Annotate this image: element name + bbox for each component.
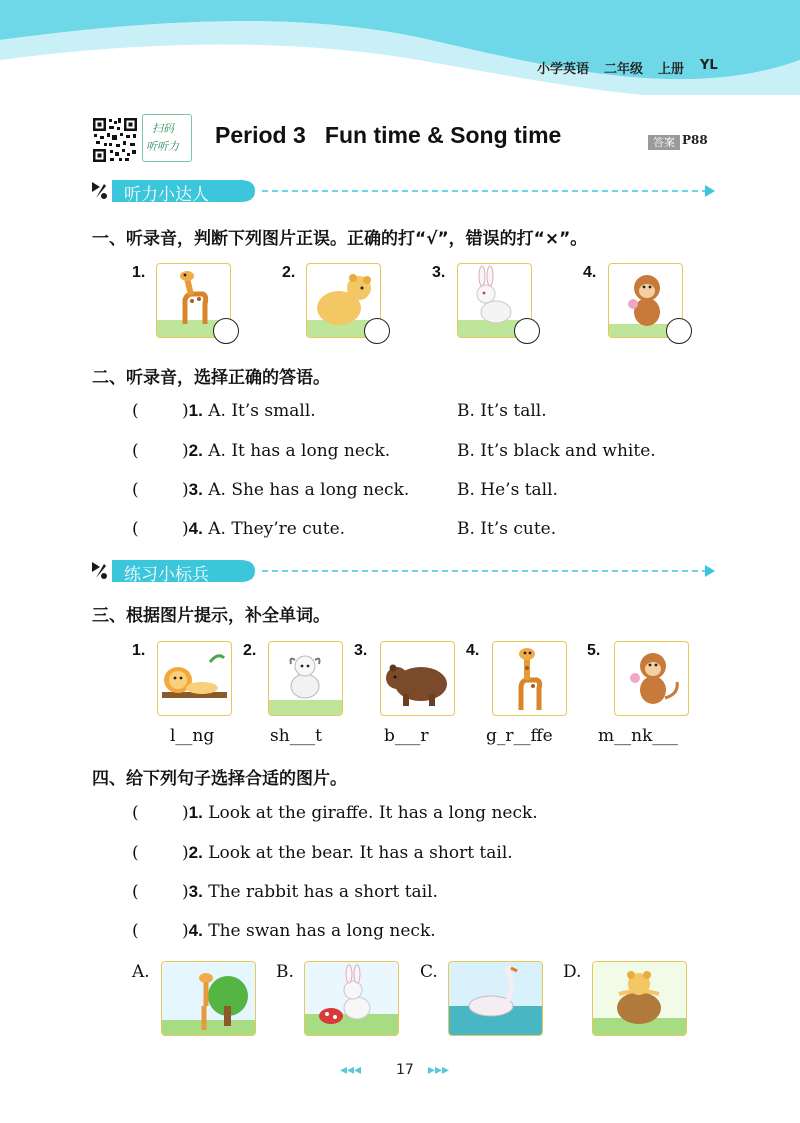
part2-answer-blank-2[interactable]: ( [132,441,139,461]
part2-item2-option-a: A. It has a long neck. [208,441,391,461]
part3-item2-number: 2. [243,642,257,659]
answer-page[interactable]: P88 [682,133,708,147]
part3-item3-number: 3. [354,642,368,659]
part1-item1-number: 1. [132,264,146,281]
part3-item1-number: 1. [132,642,146,659]
part4-item4-number: 4. [188,921,203,940]
header-edition: YL [700,58,718,73]
part2-item2-number: 2. [188,441,203,460]
part2-item1-number: 1. [188,401,203,420]
part3-heading: 三、根据图片提示，补全单词。 [92,606,330,626]
part1-item3-number: 3. [432,264,446,281]
part2-item4-option-b: B. It’s cute. [457,519,557,539]
page-number: 17 [396,1062,414,1078]
part1-item2-number: 2. [282,264,296,281]
part2-item4 [182,519,345,539]
part3-word-4: g_r__ffe [486,726,553,746]
header-grade: 二年级 [604,62,644,77]
part2-answer-blank-4[interactable]: ( [132,519,139,539]
part1-heading: 一、听录音，判断下列图片正误。正确的打“√”，错误的打“×”。 [92,229,588,249]
part3-word-1: l__ng [170,726,215,746]
giraffe-picture-2 [492,641,567,716]
option-b-rabbit-scene[interactable] [304,961,399,1036]
part2-item1-option-b: B. It’s tall. [457,401,547,421]
option-a-giraffe-scene[interactable] [161,961,256,1036]
part2-item3 [182,480,409,500]
part2-item4-close: ) [182,519,189,539]
part2-item3-option-b: B. He’s tall. [457,480,558,500]
part4-item3-close: ) [182,882,189,902]
part3-word-2: sh___t [270,726,323,746]
part4-item1-text: Look at the giraffe. It has a long neck. [208,803,538,823]
part4-answer-blank-4[interactable]: ( [132,921,139,941]
part3-item5-number: 5. [587,642,601,659]
part4-item3-number: 3. [188,882,203,901]
page-title: Period 3 Fun time & Song time [215,122,562,148]
part2-item1-option-a: A. It’s small. [208,401,316,421]
part4-item2 [182,843,513,863]
part4-answer-blank-3[interactable]: ( [132,882,139,902]
part4-item2-close: ) [182,843,189,863]
footer-right-arrows: ▸▸▸ [428,1062,450,1078]
answer-circle-1[interactable] [213,318,239,344]
part4-item1-number: 1. [188,803,203,822]
part4-answer-blank-1[interactable]: ( [132,803,139,823]
part2-answer-blank-1[interactable]: ( [132,401,139,421]
monkey-picture-2 [614,641,689,716]
answer-circle-3[interactable] [514,318,540,344]
part4-item4 [182,921,436,941]
option-c-swan-scene[interactable] [448,961,543,1036]
option-a-letter: A. [132,962,150,982]
part2-item3-number: 3. [188,480,203,499]
part3-word-5: m__nk___ [598,726,678,746]
part2-item2-close: ) [182,441,189,461]
section-title-listening: 听力小达人 [124,185,209,205]
lion-picture [157,641,232,716]
part2-item4-number: 4. [188,519,203,538]
part4-item4-text: The swan has a long neck. [208,921,436,941]
part2-item1 [182,401,316,421]
section-title-practice: 练习小标兵 [124,565,209,585]
qr-code-icon[interactable] [92,117,138,163]
part2-item3-option-a: A. She has a long neck. [208,480,410,500]
part4-answer-blank-2[interactable]: ( [132,843,139,863]
footer-left-arrows: ◂◂◂ [340,1062,362,1078]
part4-item1-close: ) [182,803,189,823]
option-c-letter: C. [420,962,438,982]
part3-item4-number: 4. [466,642,480,659]
option-d-bear-scene[interactable] [592,961,687,1036]
part1-item4-number: 4. [583,264,597,281]
sheep-picture [268,641,343,716]
part4-item2-number: 2. [188,843,203,862]
part2-item1-close: ) [182,401,189,421]
answer-label: 答案 [648,135,680,150]
part4-item3-text: The rabbit has a short tail. [208,882,438,902]
part4-item3 [182,882,438,902]
scan-label-line1: 扫码 [152,122,174,135]
option-d-letter: D. [563,962,582,982]
answer-circle-4[interactable] [666,318,692,344]
header-wave-banner [0,0,800,95]
part2-item2-option-b: B. It’s black and white. [457,441,656,461]
bear-picture-2 [380,641,455,716]
scan-label-line2: 听听力 [146,140,179,153]
answer-circle-2[interactable] [364,318,390,344]
part2-item3-close: ) [182,480,189,500]
part2-answer-blank-3[interactable]: ( [132,480,139,500]
part2-item2 [182,441,390,461]
part4-item2-text: Look at the bear. It has a short tail. [208,843,513,863]
option-b-letter: B. [276,962,294,982]
part4-item1 [182,803,538,823]
part4-heading: 四、给下列句子选择合适的图片。 [92,769,347,789]
header-volume: 上册 [658,62,685,77]
part3-word-3: b___r [384,726,429,746]
part2-heading: 二、听录音，选择正确的答语。 [92,368,330,388]
part2-item4-option-a: A. They’re cute. [208,519,346,539]
header-subject: 小学英语 [537,62,590,77]
part4-item4-close: ) [182,921,189,941]
